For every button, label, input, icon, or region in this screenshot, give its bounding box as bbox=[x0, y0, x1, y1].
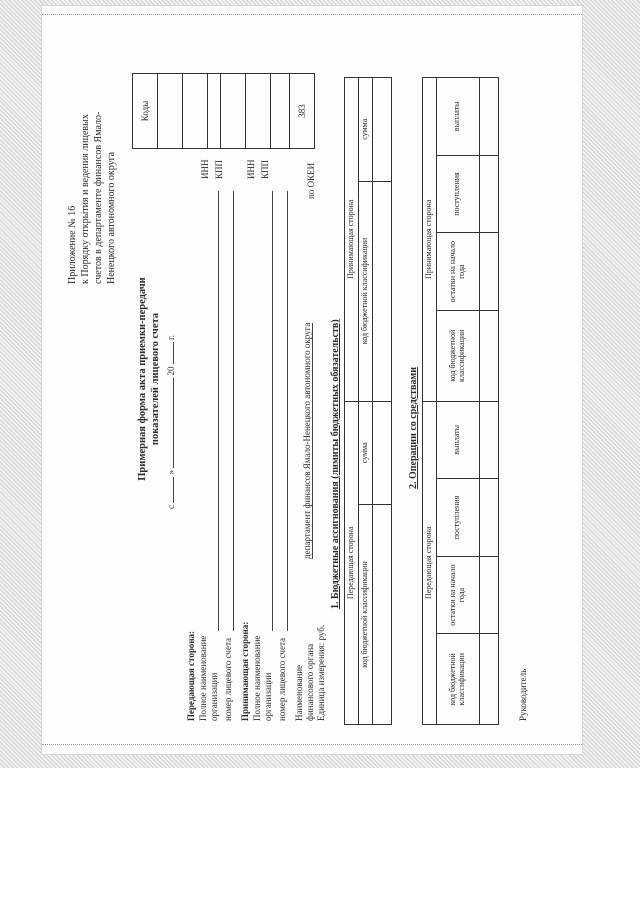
date-suffix: г. bbox=[166, 335, 176, 340]
transferring-name-label-2: организации bbox=[209, 672, 219, 721]
s1-receive-code: код бюджетной классификации bbox=[358, 181, 372, 401]
s2-receive-in: поступления bbox=[436, 155, 479, 233]
appendix-line-4: Ненецкого автономного округа bbox=[106, 151, 117, 284]
bottom-dotted-edge bbox=[42, 744, 582, 745]
s2-transfer-in: поступления bbox=[436, 479, 479, 557]
code-cell-inn-2 bbox=[221, 74, 246, 149]
s2-transfer-side: Передающая сторона bbox=[423, 401, 437, 724]
s2-empty-cell bbox=[479, 401, 498, 479]
okei-label: по ОКЕИ bbox=[306, 162, 316, 199]
receiving-name-line bbox=[272, 191, 273, 631]
s1-empty-cell bbox=[372, 505, 391, 725]
s1-receive-side: Принимающая сторона bbox=[345, 78, 359, 402]
transferring-inn: ИНН bbox=[200, 159, 210, 179]
top-dotted-edge bbox=[42, 14, 582, 15]
date-year: 20 bbox=[166, 366, 176, 376]
fin-body-value: департамент финансов Ямало-Ненецкого автономного округа bbox=[302, 322, 312, 559]
section2-title: 2. Операции со средствами bbox=[408, 367, 419, 489]
form-title bbox=[136, 229, 162, 529]
rotated-form bbox=[48, 59, 548, 739]
appendix-block bbox=[66, 112, 118, 284]
appendix-line-3: счетов в департаменте финансов Ямало- bbox=[93, 111, 104, 284]
s2-empty-cell bbox=[479, 233, 498, 311]
s2-empty-cell bbox=[479, 634, 498, 725]
s2-receive-code: код бюджетной классификации bbox=[436, 310, 479, 401]
unit-label: Единица измерения: руб. bbox=[316, 624, 326, 721]
transferring-account-line bbox=[233, 191, 234, 631]
section2-table bbox=[422, 77, 499, 725]
transferring-account-label: номер лицевого счета bbox=[223, 638, 233, 721]
receiving-heading: Принимающая сторона: bbox=[240, 621, 250, 721]
s1-transfer-sum: сумма bbox=[358, 401, 372, 505]
s1-empty-cell bbox=[372, 401, 391, 505]
section1-table bbox=[344, 77, 392, 725]
receiving-account-line bbox=[287, 191, 288, 631]
transferring-name-label-1: Полное наименование bbox=[198, 635, 208, 721]
code-cell-kpp-2 bbox=[246, 74, 271, 149]
codes-header: Коды bbox=[133, 74, 158, 149]
s2-transfer-code: код бюджетной классификации bbox=[436, 634, 479, 725]
s1-receive-sum: сумма bbox=[358, 78, 372, 182]
transferring-heading: Передающая сторона: bbox=[186, 630, 196, 721]
s2-receive-out: выплаты bbox=[436, 78, 479, 156]
appendix-line-1: Приложение № 16 bbox=[67, 205, 78, 284]
code-cell-gap bbox=[208, 74, 221, 149]
s1-empty-cell bbox=[372, 78, 391, 182]
date-quote: » bbox=[166, 470, 176, 475]
code-cell-inn-1 bbox=[158, 74, 183, 149]
transferring-kpp: КПП bbox=[214, 159, 224, 179]
signature-label: Руководитель bbox=[518, 668, 528, 721]
code-cell-blank bbox=[271, 74, 290, 149]
receiving-kpp: КПП bbox=[260, 159, 270, 179]
title-line-1: Примерная форма акта приемки-передачи bbox=[137, 277, 148, 481]
s1-transfer-side: Передающая сторона bbox=[345, 401, 359, 724]
fin-body-label-2: финансового органа bbox=[305, 643, 315, 721]
code-cell-okei: 383 bbox=[290, 74, 315, 149]
section1-title: 1. Бюджетные ассигнования (лимиты бюджетных обязательств) bbox=[330, 319, 341, 609]
form-date bbox=[166, 335, 176, 509]
receiving-inn: ИНН bbox=[246, 159, 256, 179]
fin-body-label-1: Наименование bbox=[294, 664, 304, 721]
s2-transfer-out: выплаты bbox=[436, 401, 479, 479]
s2-empty-cell bbox=[479, 556, 498, 634]
receiving-account-label: номер лицевого счета bbox=[277, 638, 287, 721]
s1-empty-cell bbox=[372, 181, 391, 401]
title-line-2: показателей лицевого счета bbox=[150, 312, 161, 446]
s2-transfer-balance: остатки на начало года bbox=[436, 556, 479, 634]
s2-empty-cell bbox=[479, 155, 498, 233]
code-cell-kpp-1 bbox=[183, 74, 208, 149]
s2-receive-balance: остатки на начало года bbox=[436, 233, 479, 311]
s2-empty-cell bbox=[479, 78, 498, 156]
receiving-name-label-2: организации bbox=[263, 672, 273, 721]
s2-empty-cell bbox=[479, 310, 498, 401]
s1-transfer-code: код бюджетной классификации bbox=[358, 505, 372, 725]
s2-empty-cell bbox=[479, 479, 498, 557]
date-prefix: с bbox=[166, 505, 176, 509]
s2-receive-side: Принимающая сторона bbox=[423, 78, 437, 402]
transferring-name-line bbox=[218, 191, 219, 631]
appendix-line-2: к Порядку открытия и ведения лицевых bbox=[80, 114, 91, 284]
codes-table bbox=[132, 73, 315, 149]
receiving-name-label-1: Полное наименование bbox=[252, 635, 262, 721]
